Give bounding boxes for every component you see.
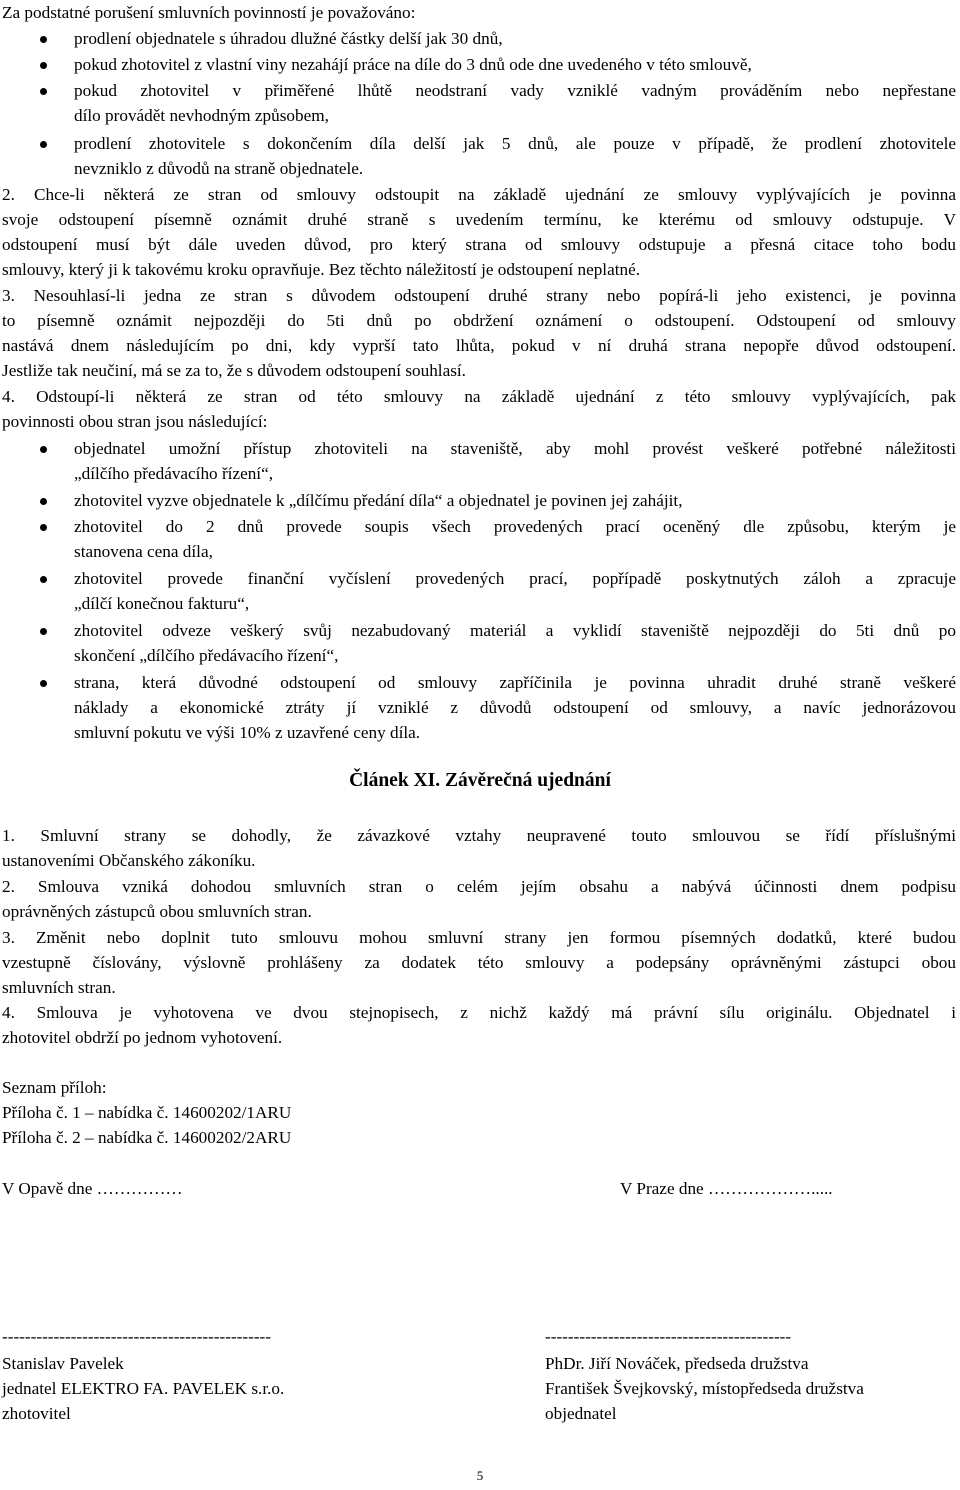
- page-number: 5: [476, 1468, 484, 1483]
- list-item-continuation: „dílčí konečnou fakturu“,: [74, 594, 250, 613]
- paragraph-2-line: smlouvy, který ji k takovému kroku opravňuje. Bez těchto náležitostí je odstoupení neplatné.: [2, 260, 641, 279]
- list-item: strana, která důvodné odstoupení od smlouvy zapříčinila je povinna uhradit druhé straně veškeré: [74, 673, 956, 692]
- paragraph-2-line: svoje odstoupení písemně oznámit druhé straně s uvedením termínu, ke kterému od smlouvy odstupuje. V: [2, 210, 956, 229]
- article-item: 2. Smlouva vzniká dohodou smluvních stran o celém jejím obsahu a nabývá účinnosti dnem podpisu: [2, 877, 956, 896]
- signatory-name-right: PhDr. Jiří Nováček, předseda družstva: [545, 1354, 809, 1373]
- bullet-icon: [40, 141, 47, 148]
- list-item-continuation: smluvní pokutu ve výši 10% z uzavřené ceny díla.: [74, 723, 421, 742]
- bullet-icon: [40, 446, 47, 453]
- attachments-title: Seznam příloh:: [2, 1078, 107, 1097]
- party-left: zhotovitel: [2, 1404, 71, 1423]
- list-item: zhotovitel vyzve objednatele k „dílčímu předání díla“ a objednatel je povinen jej zahájit,: [74, 491, 683, 510]
- list-item-continuation: stanovena cena díla,: [74, 542, 213, 561]
- party-right: objednatel: [545, 1404, 617, 1423]
- signatory-name-left: Stanislav Pavelek: [2, 1354, 124, 1373]
- list-item: prodlení zhotovitele s dokončením díla delší jak 5 dnů, ale pouze v případě, že prodlení zhotovitele: [74, 134, 956, 153]
- attachment-item: Příloha č. 1 – nabídka č. 14600202/1ARU: [2, 1103, 292, 1122]
- list-item-continuation: „dílčího předávacího řízení“,: [74, 464, 273, 483]
- article-item-continuation: zhotovitel obdrží po jednom vyhotovení.: [2, 1028, 283, 1047]
- list-item: prodlení objednatele s úhradou dlužné částky delší jak 30 dnů,: [74, 29, 503, 48]
- bullet-icon: [40, 62, 47, 69]
- bullet-icon: [40, 88, 47, 95]
- article-heading: Článek XI. Závěrečná ujednání: [349, 770, 611, 791]
- article-item: 3. Změnit nebo doplnit tuto smlouvu mohou smluvní strany jen formou písemných dodatků, které budou: [2, 928, 956, 947]
- signature-line-left: -----------------------------------------------: [2, 1327, 272, 1346]
- list-item-continuation: nevzniklo z důvodů na straně objednatele.: [74, 159, 364, 178]
- list-item-continuation: dílo provádět nevhodným způsobem,: [74, 106, 329, 125]
- list-item: pokud zhotovitel v přiměřené lhůtě neodstraní vady vzniklé vadným prováděním nebo nepřestane: [74, 81, 956, 100]
- bullet-icon: [40, 628, 47, 635]
- paragraph-4-line: 4. Odstoupí-li některá ze stran od této smlouvy na základě ujednání z této smlouvy vyplývajících, pak: [2, 387, 956, 406]
- bullet-icon: [40, 576, 47, 583]
- paragraph-3-line: nastává dnem následujícím po dni, kdy vyprší tato lhůta, pokud v ní druhá strana nepopře důvod odstoupení.: [2, 336, 956, 355]
- article-item-continuation: smluvních stran.: [2, 978, 116, 997]
- article-item: 4. Smlouva je vyhotovena ve dvou stejnopisech, z nichž každý má právní sílu originálu. Objednatel i: [2, 1003, 956, 1022]
- paragraph-4-line: povinnosti obou stran jsou následující:: [2, 412, 268, 431]
- place-date-left: V Opavě dne ……………: [2, 1179, 183, 1198]
- section-intro: Za podstatné porušení smluvních povinností je považováno:: [2, 3, 416, 22]
- paragraph-3-line: 3. Nesouhlasí-li jedna ze stran s důvodem odstoupení druhé strany nebo popírá-li jeho existenci, je povinna: [2, 286, 956, 305]
- article-item-continuation: vzestupně číslovány, výslovně prohlášeny za dodatek této smlouvy a podepsány oprávněnými zástupci obou: [2, 953, 956, 972]
- article-item-continuation: ustanoveními Občanského zákoníku.: [2, 851, 256, 870]
- list-item-continuation: skončení „dílčího předávacího řízení“,: [74, 646, 339, 665]
- place-date-right: V Praze dne ……………….....: [620, 1179, 833, 1198]
- signature-line-right: -------------------------------------------: [545, 1327, 792, 1346]
- list-item: zhotovitel odveze veškerý svůj nezabudovaný materiál a vyklidí staveniště nejpozději do 5ti dnů po: [74, 621, 956, 640]
- paragraph-3-line: to písemně oznámit nejpozději do 5ti dnů po obdržení oznámení o odstoupení. Odstoupení od smlouvy: [2, 311, 956, 330]
- signatory-role-left: jednatel ELEKTRO FA. PAVELEK s.r.o.: [2, 1379, 285, 1398]
- bullet-icon: [40, 36, 47, 43]
- attachment-item: Příloha č. 2 – nabídka č. 14600202/2ARU: [2, 1128, 292, 1147]
- article-item-continuation: oprávněných zástupců obou smluvních stran.: [2, 902, 312, 921]
- paragraph-2-line: odstoupení musí být dále uveden důvod, pro který strana od smlouvy odstupuje a přesná citace toho bodu: [2, 235, 956, 254]
- signatory-role-right: František Švejkovský, místopředseda družstva: [545, 1379, 864, 1398]
- paragraph-2-line: 2. Chce-li některá ze stran od smlouvy odstoupit na základě ujednání ze smlouvy vyplývajících je povinna: [2, 185, 956, 204]
- list-item: objednatel umožní přístup zhotoviteli na staveniště, aby mohl provést veškeré potřebné náležitosti: [74, 439, 956, 458]
- list-item: zhotovitel do 2 dnů provede soupis všech provedených prací oceněný dle způsobu, kterým je: [74, 517, 956, 536]
- article-item: 1. Smluvní strany se dohodly, že závazkové vztahy neupravené touto smlouvou se řídí příslušnými: [2, 826, 956, 845]
- bullet-icon: [40, 498, 47, 505]
- list-item-continuation: náklady a ekonomické ztráty jí vzniklé z důvodů odstoupení od smlouvy, a navíc jednorázovou: [74, 698, 956, 717]
- bullet-icon: [40, 524, 47, 531]
- bullet-icon: [40, 680, 47, 687]
- paragraph-3-line: Jestliže tak neučiní, má se za to, že s důvodem odstoupení souhlasí.: [2, 361, 466, 380]
- list-item: zhotovitel provede finanční vyčíslení provedených prací, popřípadě poskytnutých záloh a zpracuje: [74, 569, 956, 588]
- list-item: pokud zhotovitel z vlastní viny nezahájí práce na díle do 3 dnů ode dne uvedeného v této smlouvě,: [74, 55, 752, 74]
